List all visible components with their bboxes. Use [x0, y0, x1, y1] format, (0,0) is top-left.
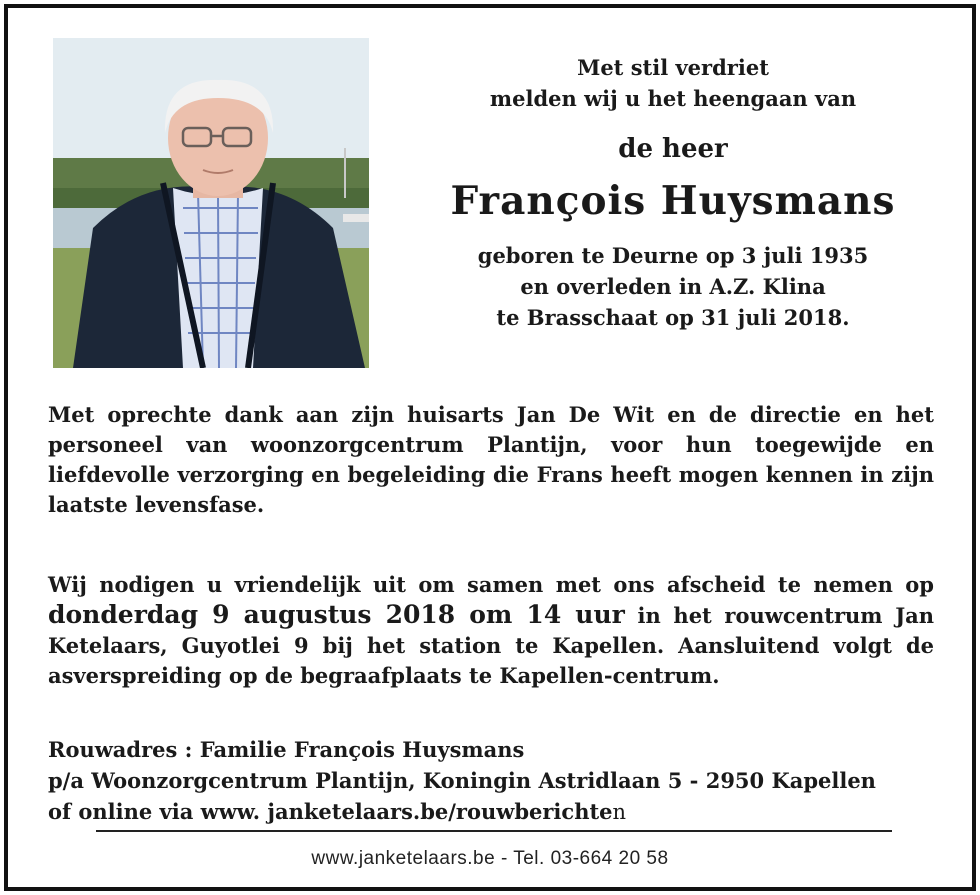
footer-contact: www.janketelaars.be - Tel. 03-664 20 58: [311, 848, 669, 869]
honorific: de heer: [618, 134, 728, 164]
invitation-paragraph: [48, 570, 934, 691]
intro-line-1: Met stil verdriet: [577, 55, 769, 80]
intro-line-2: melden wij u het heengaan van: [489, 86, 857, 111]
deceased-name: François Huysmans: [450, 178, 896, 224]
death-line-1: en overleden in A.Z. Klina: [520, 274, 826, 299]
ceremony-datetime: donderdag 9 augustus 2018 om 14 uur: [48, 600, 625, 629]
address-line-1: Rouwadres : Familie François Huysmans: [48, 737, 525, 762]
header-block: [408, 52, 938, 333]
online-link-tail: n: [612, 800, 627, 824]
address-line-2: p/a Woonzorgcentrum Plantijn, Koningin Astridlaan 5 - 2950 Kapellen: [48, 768, 876, 793]
divider: [96, 830, 892, 832]
thanks-paragraph: Met oprechte dank aan zijn huisarts Jan De Wit en de directie en het personeel van woonzorgcentrum Plantijn, voor hun toegewijde en liefdevolle verzorging en begeleiding die Frans heeft mogen kennen in zijn laatste levensfase.: [48, 402, 934, 517]
address-block: [48, 734, 934, 828]
invitation-lead: Wij nodigen u vriendelijk uit om samen met ons afscheid te nemen op: [48, 572, 934, 597]
notice-frame: [4, 4, 976, 891]
birth-line: geboren te Deurne op 3 juli 1935: [477, 243, 869, 268]
death-line-2: te Brasschaat op 31 juli 2018.: [496, 305, 850, 330]
invitation-rest: in het rouwcentrum Jan Ketelaars, Guyotlei 9 bij het station te Kapellen. Aansluitend volgt de asverspreiding op de begraafplaats te Kapellen-centrum.: [48, 603, 935, 688]
address-line-3: [48, 796, 934, 828]
portrait-photo: [53, 38, 369, 368]
online-link[interactable]: of online via www. janketelaars.be/rouwberichte: [48, 799, 613, 824]
